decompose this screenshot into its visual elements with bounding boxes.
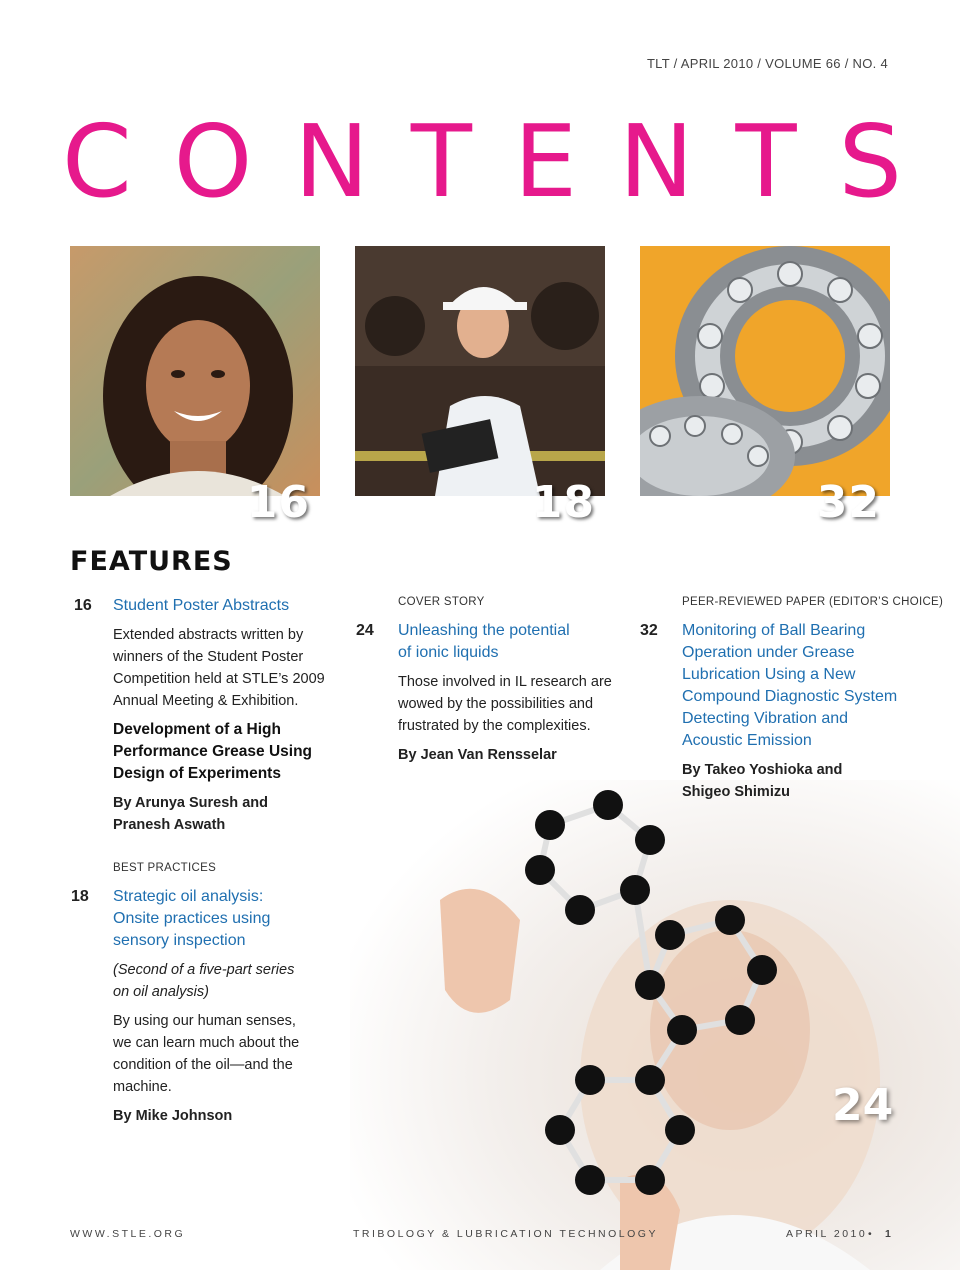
- title-letter: T: [410, 103, 472, 220]
- text-line: Lubrication Using a New: [682, 666, 856, 683]
- title-letter: N: [294, 103, 370, 220]
- photo-32[interactable]: [640, 246, 890, 528]
- title-letter: S: [838, 103, 902, 220]
- photo-page-number: 32: [816, 477, 880, 528]
- title-letter: E: [513, 103, 578, 220]
- article-byline: [113, 792, 268, 836]
- text-line: By using our human senses,: [113, 1013, 296, 1029]
- photo-page-number: 18: [531, 477, 595, 528]
- text-line: condition of the oil—and the: [113, 1057, 293, 1073]
- text-line: Performance Grease Using: [113, 743, 313, 760]
- page-title: [62, 103, 902, 220]
- text-line: Operation under Grease: [682, 644, 855, 661]
- article-number: 24: [356, 622, 374, 639]
- article-subtitle: [113, 719, 343, 785]
- text-line: Competition held at STLE’s 2009: [113, 671, 325, 687]
- text-line: winners of the Student Poster: [113, 649, 304, 665]
- worker-image: [355, 246, 605, 496]
- footer-publication: TRIBOLOGY & LUBRICATION TECHNOLOGY: [353, 1228, 658, 1240]
- article-title-link[interactable]: [682, 620, 897, 752]
- article-title-link[interactable]: Student Poster Abstracts: [113, 597, 290, 614]
- text-line: Shigeo Shimizu: [682, 784, 790, 800]
- text-line: Detecting Vibration and: [682, 710, 849, 727]
- text-line: on oil analysis): [113, 984, 209, 1000]
- article-title-link[interactable]: [113, 886, 270, 952]
- article-title-link[interactable]: [398, 620, 570, 664]
- issue-meta: TLT / APRIL 2010 / VOLUME 66 / NO. 4: [646, 56, 888, 71]
- text-line: Onsite practices using: [113, 910, 271, 927]
- article-kicker: BEST PRACTICES: [113, 862, 217, 874]
- article-byline: [682, 759, 842, 803]
- page-number: 1: [885, 1228, 894, 1240]
- text-line: we can learn much about the: [113, 1035, 300, 1051]
- section-heading: FEATURES: [70, 546, 233, 577]
- text-line: Those involved in IL research are: [398, 674, 612, 690]
- series-note: [113, 959, 294, 1003]
- title-letter: C: [62, 103, 132, 220]
- text-line: machine.: [113, 1079, 172, 1095]
- text-line: Acoustic Emission: [682, 732, 812, 749]
- photo-18[interactable]: [355, 246, 605, 528]
- text-line: Annual Meeting & Exhibition.: [113, 693, 299, 709]
- footer-date: APRIL 2010: [786, 1228, 868, 1240]
- title-letter: O: [173, 103, 253, 220]
- bearing-image: [640, 246, 890, 496]
- title-letter: T: [735, 103, 797, 220]
- article-description: [398, 671, 612, 737]
- footer-bullet: •: [868, 1228, 872, 1240]
- text-line: Extended abstracts written by: [113, 627, 304, 643]
- article-number: 18: [71, 888, 89, 905]
- footer-website[interactable]: WWW.STLE.ORG: [70, 1228, 186, 1240]
- text-line: Unleashing the potential: [398, 622, 570, 639]
- text-line: Strategic oil analysis:: [113, 888, 264, 905]
- photo-page-number: 16: [246, 477, 310, 528]
- text-line: (Second of a five-part series: [113, 962, 295, 978]
- text-line: By Takeo Yoshioka and: [682, 762, 843, 778]
- text-line: By Arunya Suresh and: [113, 795, 268, 811]
- text-line: Development of a High: [113, 721, 281, 738]
- article-description: [113, 1010, 299, 1098]
- article-number: 16: [74, 597, 92, 614]
- photo-16[interactable]: [70, 246, 320, 528]
- text-line: Pranesh Aswath: [113, 817, 226, 833]
- text-line: sensory inspection: [113, 932, 246, 949]
- text-line: Monitoring of Ball Bearing: [682, 622, 866, 639]
- text-line: wowed by the possibilities and: [398, 696, 594, 712]
- hero-page-number: 24: [832, 1080, 894, 1131]
- article-kicker: PEER-REVIEWED PAPER (EDITOR’S CHOICE): [682, 596, 944, 608]
- portrait-image: [70, 246, 320, 496]
- text-line: of ionic liquids: [398, 644, 499, 661]
- article-kicker: COVER STORY: [398, 596, 485, 608]
- text-line: Compound Diagnostic System: [682, 688, 898, 705]
- title-letter: N: [618, 103, 694, 220]
- article-byline: By Mike Johnson: [113, 1108, 233, 1124]
- text-line: frustrated by the complexities.: [398, 718, 591, 734]
- article-byline: By Jean Van Rensselar: [398, 747, 557, 763]
- article-number: 32: [640, 622, 658, 639]
- cover-story-image[interactable]: [350, 780, 960, 1270]
- article-description: [113, 624, 343, 712]
- text-line: Design of Experiments: [113, 765, 281, 782]
